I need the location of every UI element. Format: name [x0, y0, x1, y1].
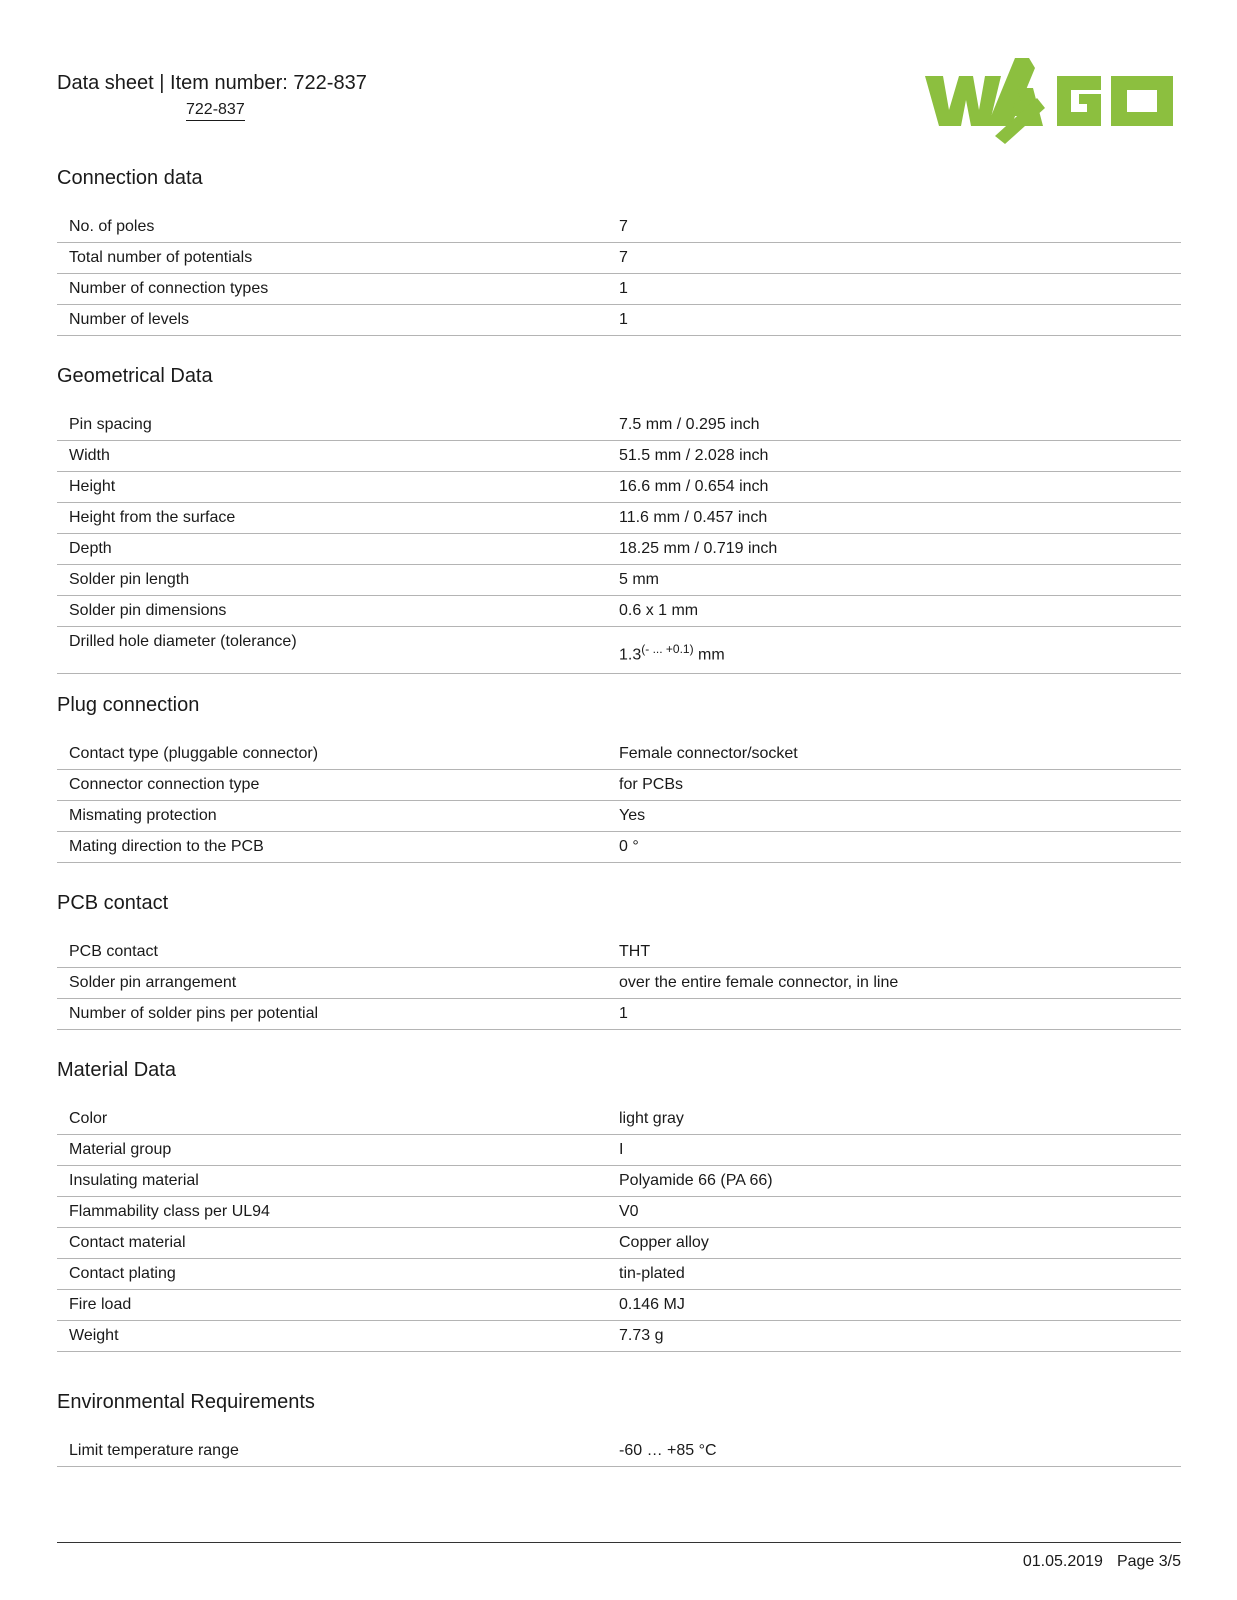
- row-value: 7.73 g: [619, 1321, 1181, 1352]
- table-row: [57, 832, 1181, 863]
- table-row: [57, 627, 1181, 674]
- row-label: Material group: [57, 1135, 619, 1166]
- row-label: Weight: [57, 1321, 619, 1352]
- row-label: Number of levels: [57, 305, 619, 336]
- row-label: Color: [57, 1104, 619, 1135]
- row-value: Female connector/socket: [619, 739, 1181, 770]
- section-title: Environmental Requirements: [57, 1391, 315, 1413]
- table-row: [57, 801, 1181, 832]
- section-connection-data: [57, 168, 1181, 336]
- footer: [1009, 1553, 1181, 1571]
- row-value: [619, 627, 1181, 674]
- table-row: [57, 212, 1181, 243]
- row-label: No. of poles: [57, 212, 619, 243]
- row-value: THT: [619, 937, 1181, 968]
- row-value: I: [619, 1135, 1181, 1166]
- row-label: Fire load: [57, 1290, 619, 1321]
- table-row: [57, 1321, 1181, 1352]
- row-label: Mismating protection: [57, 801, 619, 832]
- section-title: Plug connection: [57, 694, 200, 716]
- spec-table: [57, 1436, 1181, 1467]
- table-row: [57, 305, 1181, 336]
- spec-table: [57, 212, 1181, 336]
- table-row: [57, 1228, 1181, 1259]
- row-value: 1: [619, 305, 1181, 336]
- row-value: 0.146 MJ: [619, 1290, 1181, 1321]
- row-label: Width: [57, 441, 619, 472]
- row-label: Insulating material: [57, 1166, 619, 1197]
- row-value: 7: [619, 243, 1181, 274]
- item-number-link[interactable]: 722-837: [186, 101, 245, 121]
- table-row: [57, 1436, 1181, 1467]
- row-value: 7.5 mm / 0.295 inch: [619, 410, 1181, 441]
- row-value: -60 … +85 °C: [619, 1436, 1181, 1467]
- row-value: 11.6 mm / 0.457 inch: [619, 503, 1181, 534]
- row-value: Yes: [619, 801, 1181, 832]
- table-row: [57, 1197, 1181, 1228]
- row-label: Solder pin arrangement: [57, 968, 619, 999]
- spec-table: [57, 739, 1181, 863]
- row-value: light gray: [619, 1104, 1181, 1135]
- table-row: [57, 1104, 1181, 1135]
- row-label: Contact plating: [57, 1259, 619, 1290]
- row-label: Limit temperature range: [57, 1436, 619, 1467]
- row-label: Solder pin dimensions: [57, 596, 619, 627]
- table-row: [57, 441, 1181, 472]
- table-row: [57, 503, 1181, 534]
- table-row: [57, 534, 1181, 565]
- row-value: Polyamide 66 (PA 66): [619, 1166, 1181, 1197]
- section-title: Connection data: [57, 167, 203, 189]
- section-title: Material Data: [57, 1059, 176, 1081]
- value-main: 1.3: [619, 646, 642, 664]
- table-row: [57, 937, 1181, 968]
- section-geometrical-data: [57, 366, 1181, 674]
- section-material-data: [57, 1060, 1181, 1352]
- section-title: Geometrical Data: [57, 365, 213, 387]
- section-environmental-requirements: [57, 1392, 1181, 1467]
- row-label: Height from the surface: [57, 503, 619, 534]
- table-row: [57, 1259, 1181, 1290]
- table-row: [57, 565, 1181, 596]
- section-pcb-contact: [57, 893, 1181, 1030]
- row-value: V0: [619, 1197, 1181, 1228]
- row-label: Contact type (pluggable connector): [57, 739, 619, 770]
- row-label: PCB contact: [57, 937, 619, 968]
- row-value: tin-plated: [619, 1259, 1181, 1290]
- table-row: [57, 1166, 1181, 1197]
- footer-divider: [57, 1542, 1181, 1543]
- row-value: Copper alloy: [619, 1228, 1181, 1259]
- row-value: over the entire female connector, in line: [619, 968, 1181, 999]
- table-row: [57, 739, 1181, 770]
- row-value: 1: [619, 274, 1181, 305]
- row-label: Contact material: [57, 1228, 619, 1259]
- table-row: [57, 410, 1181, 441]
- table-row: [57, 968, 1181, 999]
- table-row: [57, 999, 1181, 1030]
- row-value: 51.5 mm / 2.028 inch: [619, 441, 1181, 472]
- row-label: Number of solder pins per potential: [57, 999, 619, 1030]
- row-label: Total number of potentials: [57, 243, 619, 274]
- table-row: [57, 1290, 1181, 1321]
- value-tolerance: (- ... +0.1): [641, 641, 694, 656]
- row-value: 7: [619, 212, 1181, 243]
- row-label: Number of connection types: [57, 274, 619, 305]
- table-row: [57, 1135, 1181, 1166]
- row-label: Depth: [57, 534, 619, 565]
- table-row: [57, 274, 1181, 305]
- spec-table: [57, 1104, 1181, 1352]
- table-row: [57, 770, 1181, 801]
- row-value: 16.6 mm / 0.654 inch: [619, 472, 1181, 503]
- wago-logo: [925, 58, 1183, 144]
- row-label: Flammability class per UL94: [57, 1197, 619, 1228]
- section-plug-connection: [57, 695, 1181, 863]
- table-row: [57, 596, 1181, 627]
- row-value: for PCBs: [619, 770, 1181, 801]
- footer-date: 01.05.2019: [1022, 1553, 1103, 1570]
- row-value: 5 mm: [619, 565, 1181, 596]
- spec-table: [57, 410, 1181, 674]
- table-row: [57, 243, 1181, 274]
- row-label: Mating direction to the PCB: [57, 832, 619, 863]
- value-unit: mm: [693, 646, 725, 664]
- spec-table: [57, 937, 1181, 1030]
- row-label: Drilled hole diameter (tolerance): [57, 627, 619, 674]
- footer-page: Page 3/5: [1116, 1553, 1181, 1570]
- row-value: 0 °: [619, 832, 1181, 863]
- section-title: PCB contact: [57, 892, 169, 914]
- row-value: 0.6 x 1 mm: [619, 596, 1181, 627]
- document-title: Data sheet | Item number: 722-837: [57, 72, 367, 94]
- row-label: Connector connection type: [57, 770, 619, 801]
- row-label: Pin spacing: [57, 410, 619, 441]
- row-value: 18.25 mm / 0.719 inch: [619, 534, 1181, 565]
- row-label: Height: [57, 472, 619, 503]
- row-label: Solder pin length: [57, 565, 619, 596]
- row-value: 1: [619, 999, 1181, 1030]
- table-row: [57, 472, 1181, 503]
